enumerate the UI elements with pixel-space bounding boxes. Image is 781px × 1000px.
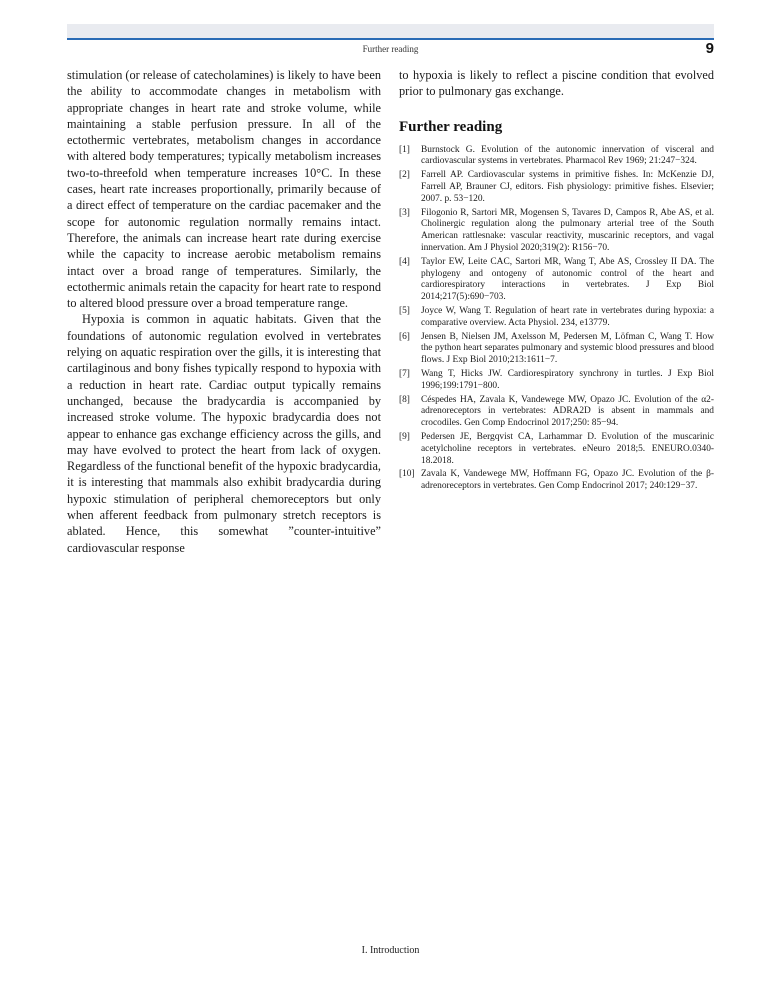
reference-number: [7] — [399, 368, 410, 379]
reference-item — [399, 170, 714, 205]
body-paragraph: stimulation (or release of catecholamines) is likely to have been the ability to accommodate changes in metabolism with appropriate changes in heart rate and stroke volume, while maintaining a stable perfusion pressure. In all of the ectothermic vertebrates, metabolism changes in accordance with altered body temperatures; typically metabolism increases two-to-threefold when temperature increases 10°C. In these cases, heart rate increases proportionally, primarily because of a direct effect of temperature on the cardiac pacemaker and the scope for autonomic regulation normally remains intact. Therefore, the animals can increase heart rate during exercise while the capacity to increase aerobic metabolism remains intact over a broad range of temperatures. Similarly, the ectothermic animals retain the capacity for heart rate to respond to altered blood pressure over a broad temperature range. — [67, 68, 381, 311]
reference-number: [10] — [399, 469, 415, 480]
reference-number: [4] — [399, 256, 410, 267]
reference-number: [6] — [399, 331, 410, 342]
reference-item — [399, 306, 714, 330]
section-heading: Further reading — [399, 118, 503, 135]
left-column — [67, 67, 381, 556]
reference-item — [399, 332, 714, 367]
reference-item — [399, 257, 714, 304]
reference-item — [399, 208, 714, 255]
reference-number: [8] — [399, 394, 410, 405]
reference-item — [399, 145, 714, 169]
reference-number: [3] — [399, 207, 410, 218]
reference-item — [399, 395, 714, 430]
running-head: Further reading — [362, 44, 419, 54]
reference-number: [1] — [399, 144, 410, 155]
footer-part-label: I. Introduction — [361, 945, 420, 956]
reference-item — [399, 432, 714, 467]
reference-text: Zavala K, Vandewege MW, Hoffmann FG, Opazo JC. Evolution of the β-adrenoreceptors in vertebrates. Gen Comp Endocrinol 2017; 240:129−37. — [421, 469, 714, 492]
reference-text: Céspedes HA, Zavala K, Vandewege MW, Opazo JC. Evolution of the α2-adrenoreceptors in vertebrates: ADRA2D is absent in mammals and crocodiles. Gen Comp Endocrinol 2017;250: 85−94. — [421, 394, 714, 429]
reference-text: Farrell AP. Cardiovascular systems in primitive fishes. In: McKenzie DJ, Farrell AP, Brauner CJ, editors. Fish physiology: primitive fishes. Elsevier; 2007. p. 53−120. — [421, 170, 714, 204]
reference-text: Taylor EW, Leite CAC, Sartori MR, Wang T, Abe AS, Crossley II DA. The phylogeny and ontogeny of autonomic control of the heart and cardiorespiratory interactions in vertebrates. J Exp Biol 2014;217(5):690−703. — [421, 256, 714, 303]
reference-number: [9] — [399, 431, 410, 442]
page-number: 9 — [705, 40, 714, 57]
reference-text: Jensen B, Nielsen JM, Axelsson M, Pedersen M, Löfman C, Wang T. How the python heart separates pulmonary and systemic blood pressures and blood flows. J Exp Biol 2010;213:1611−7. — [421, 331, 714, 366]
reference-list — [399, 145, 714, 493]
reference-number: [2] — [399, 170, 410, 181]
reference-item — [399, 469, 714, 493]
reference-text: Burnstock G. Evolution of the autonomic innervation of visceral and cardiovascular systems in vertebrates. Pharmacol Rev 1969; 21:247−324. — [421, 144, 714, 167]
reference-item — [399, 369, 714, 393]
header-band — [67, 24, 714, 38]
body-paragraph-continuation: to hypoxia is likely to reflect a piscine condition that evolved prior to pulmonary gas exchange. — [399, 68, 714, 99]
right-column — [399, 67, 714, 495]
reference-text: Filogonio R, Sartori MR, Mogensen S, Tavares D, Campos R, Abe AS, et al. Cholinergic regulation along the pulmonary arterial tree of the South American rattlesnake: vascular reactivity, muscarinic receptors, and vagal innervation. Am J Physiol 2020;319(2): R156−70. — [421, 207, 714, 253]
reference-text: Joyce W, Wang T. Regulation of heart rate in vertebrates during hypoxia: a comparative overview. Acta Physiol. 234, e13779. — [421, 305, 714, 328]
body-paragraph: Hypoxia is common in aquatic habitats. Given that the foundations of autonomic regulation evolved in vertebrates relying on aquatic respiration over the gills, it is interesting that cartilaginous and bony fishes typically respond to hypoxia with a reduction in heart rate. Cardiac output typically remains unchanged, because the bradycardia is accompanied by increased stroke volume. The hypoxic bradycardia does not appear to enhance gas exchange efficiency across the gills, and may have evolved to protect the heart from lack of oxygen. Regardless of the functional benefit of the hypoxic bradycardia, it is interesting that mammals also exhibit bradycardia during hypoxic stimulation of peripheral chemoreceptors but only when afferent feedback from pulmonary stretch receptors is ablated. Hence, this somewhat ”counter-intuitive” cardiovascular response — [67, 312, 381, 555]
header-rule — [67, 38, 714, 40]
reference-text: Wang T, Hicks JW. Cardiorespiratory synchrony in turtles. J Exp Biol 1996;199:1791−800. — [421, 368, 714, 391]
reference-number: [5] — [399, 305, 410, 316]
reference-text: Pedersen JE, Bergqvist CA, Larhammar D. Evolution of the muscarinic acetylcholine receptors in vertebrates. eNeuro 2018;5. ENEURO.0340-18.2018. — [421, 431, 714, 466]
